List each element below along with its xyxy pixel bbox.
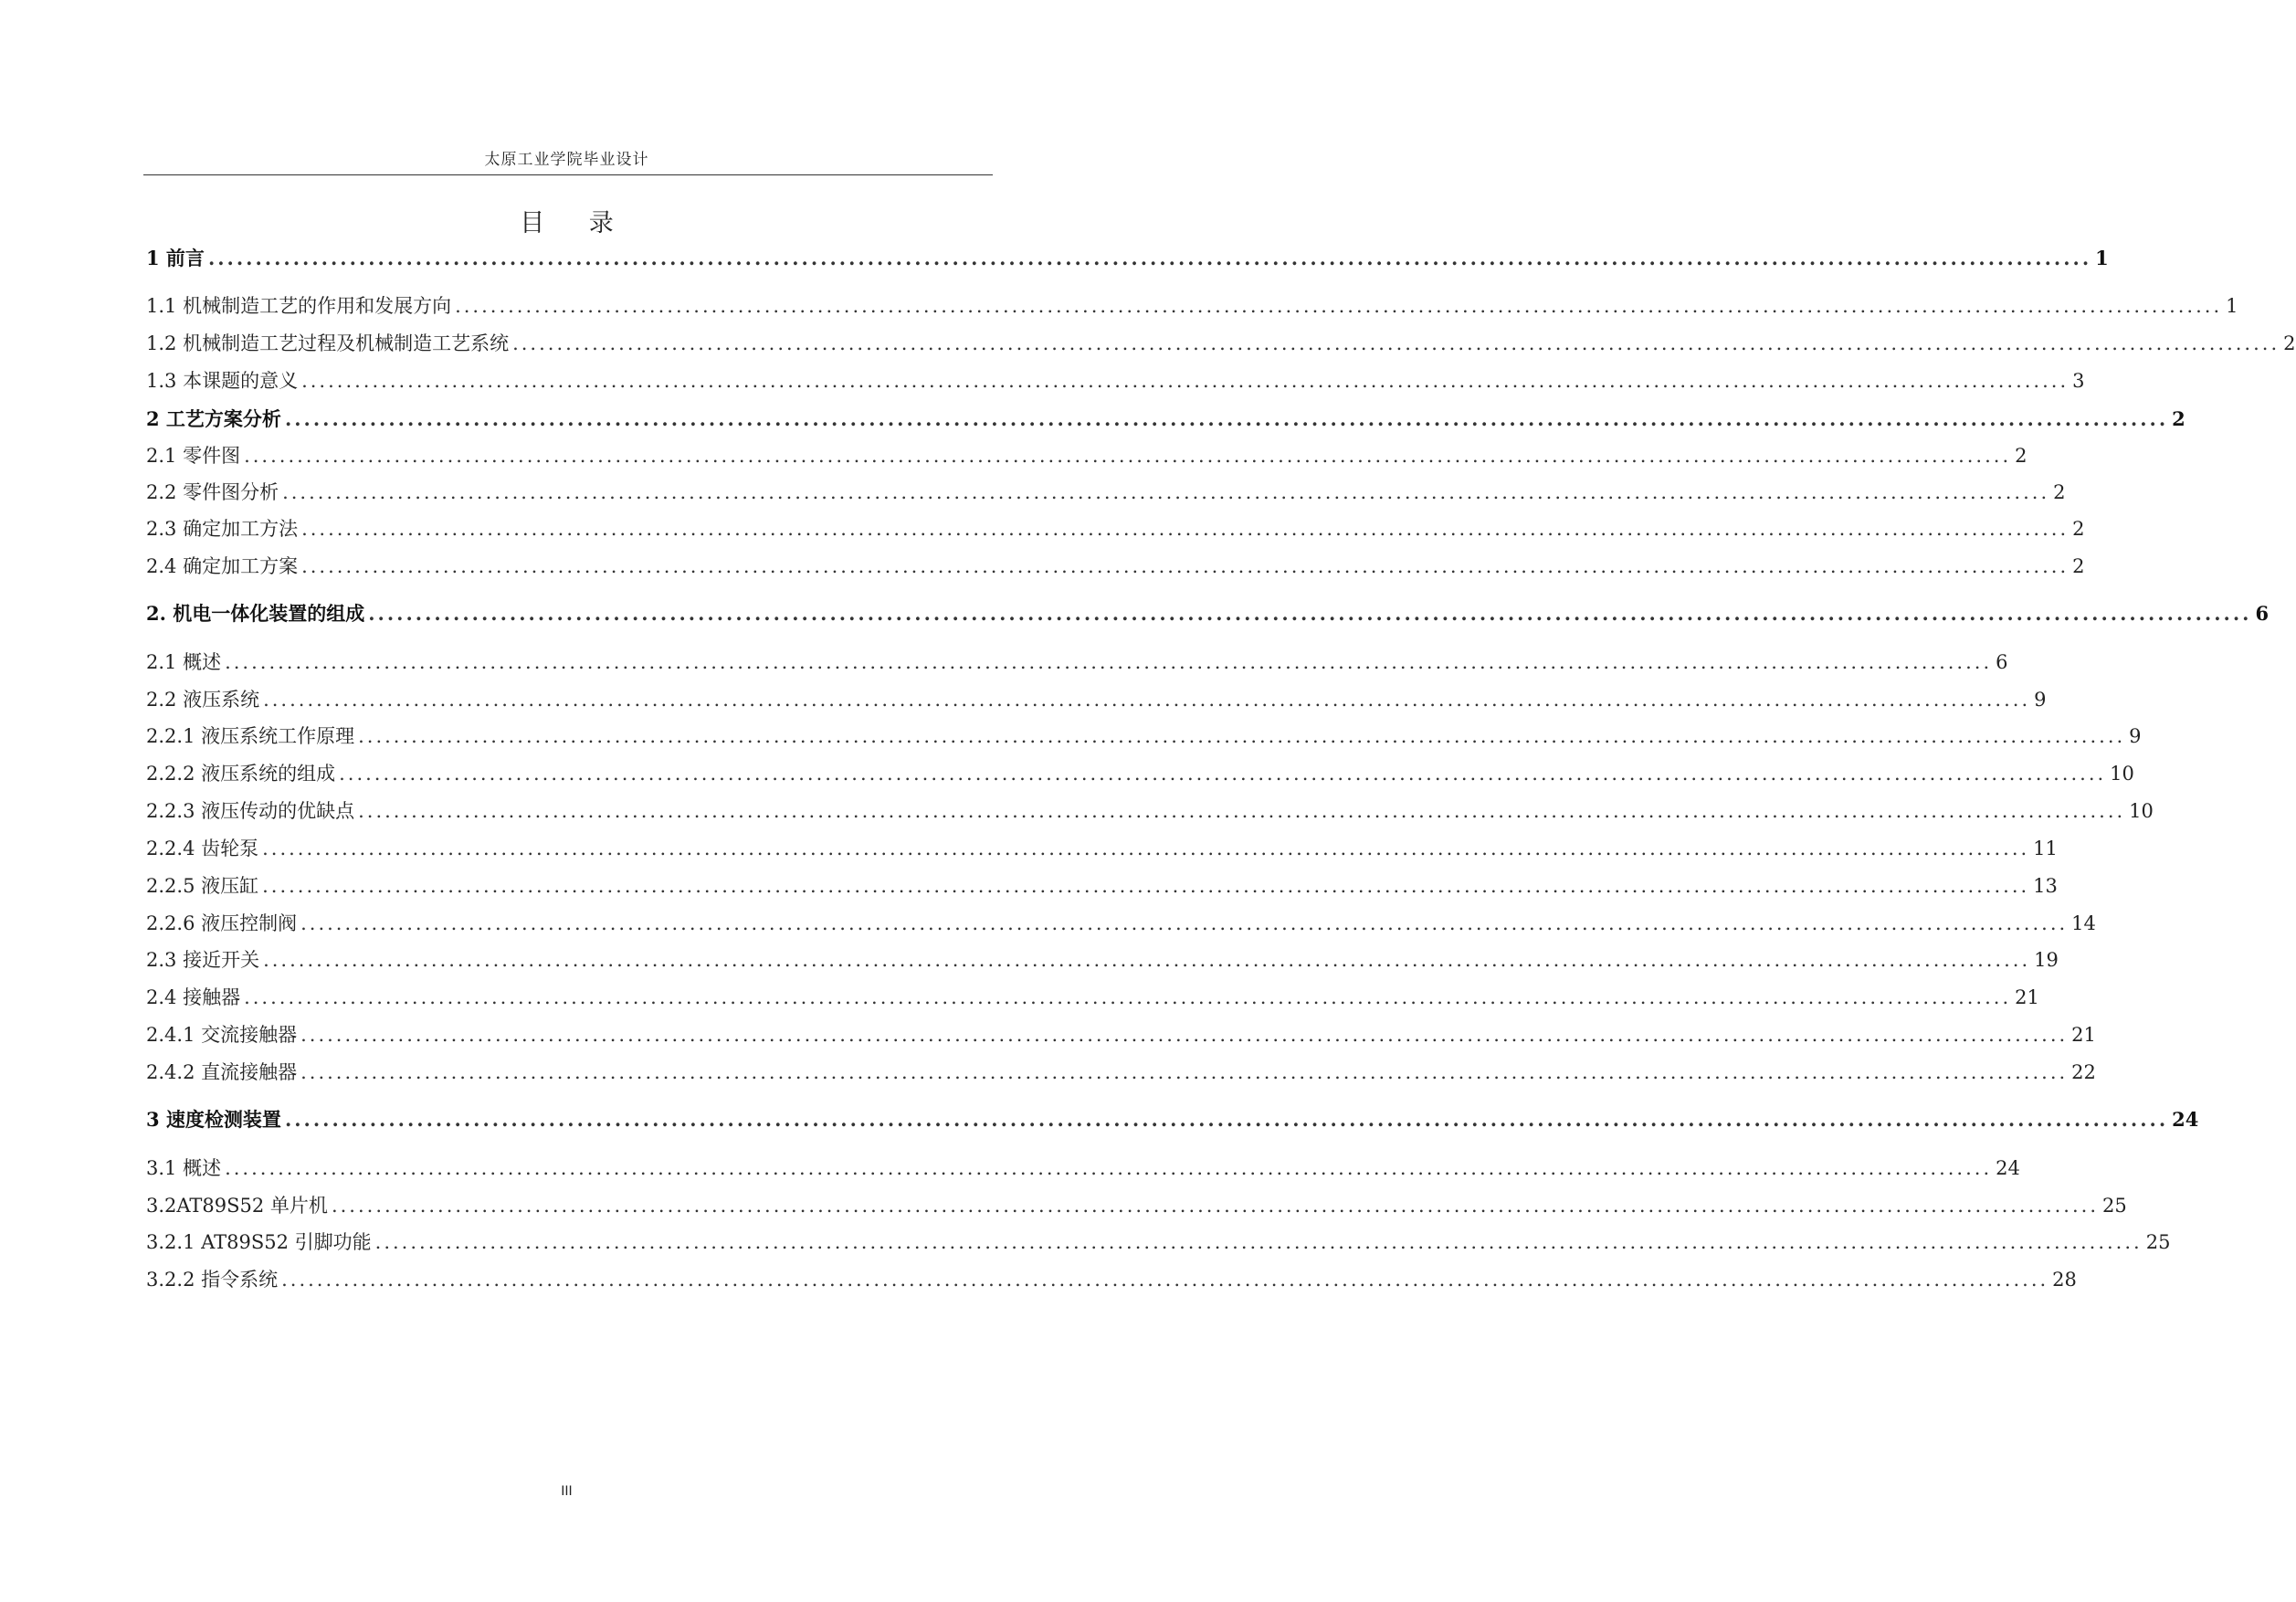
toc-dot-leader: ........................................................................................................................................................................................................ xyxy=(358,725,2126,747)
toc-dot-leader: ........................................................................................................................................................................................................ xyxy=(301,370,2070,392)
toc-entry[interactable] xyxy=(146,835,2058,862)
toc-entry[interactable] xyxy=(146,553,2085,580)
toc-dot-leader: ........................................................................................................................................................................................................ xyxy=(301,518,2070,540)
toc-entry-title: 3 速度检测装置 xyxy=(146,1108,281,1131)
toc-entry-page: 10 xyxy=(2129,800,2154,822)
toc-entry[interactable] xyxy=(146,1106,2199,1133)
toc-entry-page: 10 xyxy=(2110,763,2134,785)
toc-dot-leader: ........................................................................................................................................................................................................ xyxy=(358,800,2126,822)
toc-entry-page: 14 xyxy=(2071,912,2096,934)
toc-entry-page: 2 xyxy=(2072,555,2085,577)
toc-entry-title: 1 前言 xyxy=(146,247,205,269)
toc-entry-title: 3.2AT89S52 单片机 xyxy=(146,1195,328,1217)
toc-entry-page: 28 xyxy=(2052,1269,2077,1291)
toc-entry-page: 13 xyxy=(2033,875,2058,897)
toc-dot-leader: ........................................................................................................................................................................................................ xyxy=(284,407,2169,430)
toc-entry-title: 2.2 液压系统 xyxy=(146,689,260,711)
toc-dot-leader: ........................................................................................................................................................................................................ xyxy=(225,651,1993,673)
toc-entry[interactable] xyxy=(146,686,2047,713)
toc-entry[interactable] xyxy=(146,292,2238,320)
toc-entry-title: 3.2.2 指令系统 xyxy=(146,1269,279,1291)
toc-dot-leader: ........................................................................................................................................................................................................ xyxy=(339,763,2107,785)
toc-entry[interactable] xyxy=(146,330,2296,357)
toc-entry[interactable] xyxy=(146,406,2185,433)
toc-dot-leader: ........................................................................................................................................................................................................ xyxy=(282,481,2050,503)
toc-entry[interactable] xyxy=(146,1154,2020,1182)
toc-entry[interactable] xyxy=(146,515,2085,543)
table-of-contents xyxy=(146,0,2296,1602)
toc-entry-title: 2.1 零件图 xyxy=(146,445,241,467)
toc-entry-title: 2.3 确定加工方法 xyxy=(146,518,299,540)
toc-entry[interactable] xyxy=(146,760,2134,787)
toc-entry[interactable] xyxy=(146,797,2154,825)
toc-dot-leader: ........................................................................................................................................................................................................ xyxy=(207,247,2092,269)
toc-entry-title: 2.2.4 齿轮泵 xyxy=(146,838,259,859)
toc-entry[interactable] xyxy=(146,1059,2096,1086)
toc-entry-title: 2.2 零件图分析 xyxy=(146,481,279,503)
toc-entry-title: 2.3 接近开关 xyxy=(146,949,260,971)
toc-dot-leader: ........................................................................................................................................................................................................ xyxy=(300,912,2069,934)
toc-dot-leader: ........................................................................................................................................................................................................ xyxy=(455,295,2223,317)
toc-entry-page: 9 xyxy=(2129,725,2142,747)
toc-entry-page: 2 xyxy=(2053,481,2066,503)
toc-dot-leader: ........................................................................................................................................................................................................ xyxy=(244,445,2012,467)
toc-entry-page: 2 xyxy=(2015,445,2027,467)
toc-entry[interactable] xyxy=(146,1021,2096,1049)
toc-dot-leader: ........................................................................................................................................................................................................ xyxy=(374,1231,2143,1253)
toc-dot-leader: ........................................................................................................................................................................................................ xyxy=(300,1024,2069,1046)
toc-dot-leader: ........................................................................................................................................................................................................ xyxy=(225,1157,1993,1179)
toc-entry[interactable] xyxy=(146,367,2085,395)
toc-entry-title: 1.3 本课题的意义 xyxy=(146,370,299,392)
toc-dot-leader: ........................................................................................................................................................................................................ xyxy=(300,1061,2069,1083)
toc-entry[interactable] xyxy=(146,946,2059,974)
toc-dot-leader: ........................................................................................................................................................................................................ xyxy=(263,949,2031,971)
toc-entry-title: 2.2.1 液压系统工作原理 xyxy=(146,725,355,747)
toc-dot-leader: ........................................................................................................................................................................................................ xyxy=(331,1195,2099,1217)
toc-entry-page: 24 xyxy=(1996,1157,2020,1179)
toc-entry-title: 1.2 机械制造工艺过程及机械制造工艺系统 xyxy=(146,332,510,354)
toc-entry-page: 22 xyxy=(2071,1061,2096,1083)
toc-dot-leader: ........................................................................................................................................................................................................ xyxy=(284,1108,2169,1131)
toc-dot-leader: ........................................................................................................................................................................................................ xyxy=(244,986,2012,1008)
toc-dot-leader: ........................................................................................................................................................................................................ xyxy=(262,875,2030,897)
toc-dot-leader: ........................................................................................................................................................................................................ xyxy=(262,838,2030,859)
toc-entry-title: 2 工艺方案分析 xyxy=(146,407,281,430)
toc-entry-page: 2 xyxy=(2283,332,2296,354)
toc-entry[interactable] xyxy=(146,442,2027,469)
toc-entry-page: 6 xyxy=(1996,651,2008,673)
page-header: 太原工业学院毕业设计 xyxy=(484,151,649,169)
toc-dot-leader: ........................................................................................................................................................................................................ xyxy=(512,332,2280,354)
toc-entry[interactable] xyxy=(146,722,2142,750)
toc-entry-page: 11 xyxy=(2033,838,2058,859)
toc-entry-page: 3 xyxy=(2072,370,2085,392)
toc-entry-page: 25 xyxy=(2145,1231,2171,1253)
toc-entry-title: 2.2.2 液压系统的组成 xyxy=(146,763,336,785)
toc-entry-page: 21 xyxy=(2071,1024,2096,1046)
toc-entry-title: 3.1 概述 xyxy=(146,1157,222,1179)
toc-entry-title: 2.4 接触器 xyxy=(146,986,241,1008)
page-number: III xyxy=(561,1484,573,1499)
toc-entry-title: 1.1 机械制造工艺的作用和发展方向 xyxy=(146,295,452,317)
toc-entry[interactable] xyxy=(146,1192,2127,1219)
toc-entry-title: 2.2.6 液压控制阀 xyxy=(146,912,298,934)
toc-entry-title: 2.1 概述 xyxy=(146,651,222,673)
toc-entry[interactable] xyxy=(146,479,2066,506)
toc-entry[interactable] xyxy=(146,1228,2171,1256)
toc-entry[interactable] xyxy=(146,984,2039,1011)
toc-entry-page: 9 xyxy=(2034,689,2047,711)
toc-dot-leader: ........................................................................................................................................................................................................ xyxy=(263,689,2031,711)
toc-entry-page: 19 xyxy=(2034,949,2059,971)
toc-entry[interactable] xyxy=(146,872,2058,900)
toc-entry-page: 25 xyxy=(2102,1195,2127,1217)
toc-entry[interactable] xyxy=(146,910,2096,937)
toc-entry-page: 1 xyxy=(2095,247,2109,269)
toc-entry-title: 2.4.2 直流接触器 xyxy=(146,1061,298,1083)
toc-title: 目 录 xyxy=(520,209,632,237)
toc-entry[interactable] xyxy=(146,1266,2077,1293)
toc-dot-leader: ........................................................................................................................................................................................................ xyxy=(368,602,2252,625)
toc-dot-leader: ........................................................................................................................................................................................................ xyxy=(281,1269,2049,1291)
toc-entry[interactable] xyxy=(146,648,2008,676)
toc-entry-title: 3.2.1 AT89S52 引脚功能 xyxy=(146,1231,372,1253)
toc-entry[interactable] xyxy=(146,600,2270,627)
toc-entry-title: 2. 机电一体化装置的组成 xyxy=(146,602,365,625)
toc-entry-page: 21 xyxy=(2015,986,2039,1008)
toc-entry[interactable] xyxy=(146,245,2109,272)
toc-entry-title: 2.4 确定加工方案 xyxy=(146,555,299,577)
toc-entry-page: 24 xyxy=(2172,1108,2199,1131)
toc-entry-title: 2.4.1 交流接触器 xyxy=(146,1024,298,1046)
toc-entry-page: 2 xyxy=(2072,518,2085,540)
toc-entry-title: 2.2.5 液压缸 xyxy=(146,875,259,897)
toc-entry-page: 2 xyxy=(2172,407,2185,430)
toc-dot-leader: ........................................................................................................................................................................................................ xyxy=(301,555,2070,577)
toc-entry-page: 6 xyxy=(2255,602,2270,625)
toc-entry-title: 2.2.3 液压传动的优缺点 xyxy=(146,800,355,822)
toc-entry-page: 1 xyxy=(2226,295,2238,317)
